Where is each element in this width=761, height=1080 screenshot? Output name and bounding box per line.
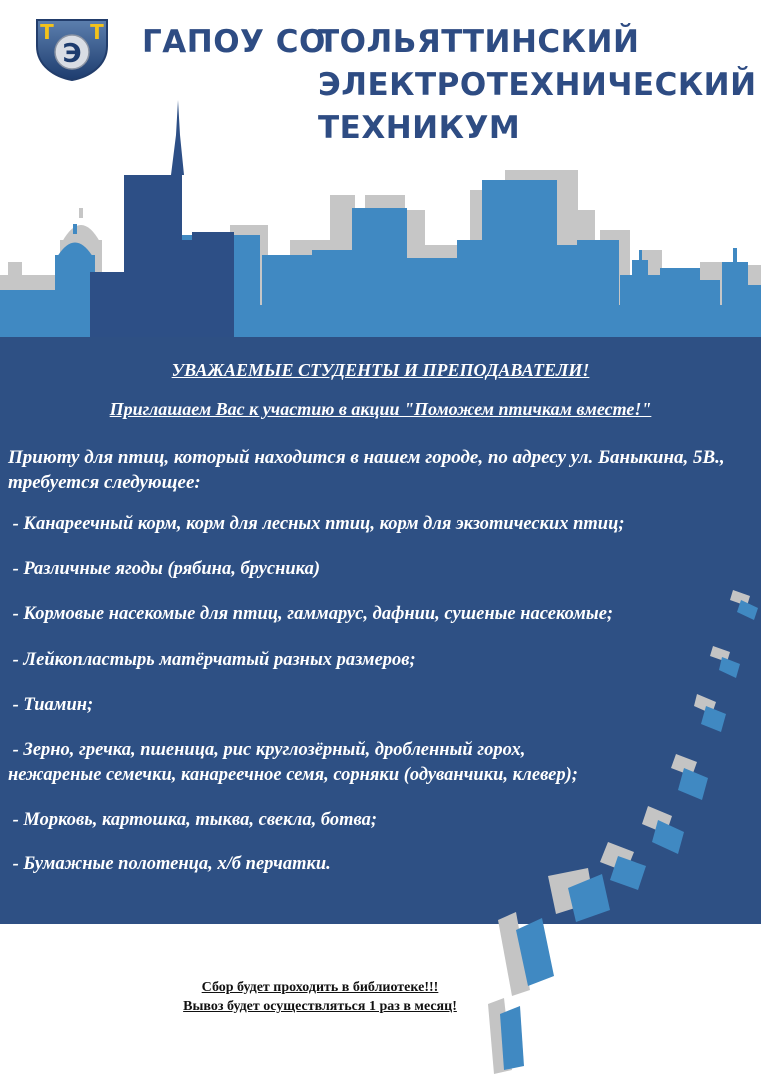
org-type: ГАПОУ СО [142,24,326,60]
svg-text:Т: Т [40,20,54,44]
needs-item-grain-continued: нежареные семечки, канареечное семя, сорняки (одуванчики, клевер); [8,765,578,785]
college-name-line-1: ТОЛЬЯТТИНСКИЙ [318,24,640,60]
needs-item-feed: - Канареечный корм, корм для лесных птиц, корм для экзотических птиц; [8,514,625,534]
college-name-line-3: ТЕХНИКУМ [318,110,521,146]
college-name-line-2: ЭЛЕКТРОТЕХНИЧЕСКИЙ [318,67,757,103]
needs-item-towels: - Бумажные полотенца, х/б перчатки. [8,854,331,874]
needs-item-insects: - Кормовые насекомые для птиц, гаммарус, дафнии, сушеные насекомые; [8,604,614,624]
notice-heading: УВАЖАЕМЫЕ СТУДЕНТЫ И ПРЕПОДАВАТЕЛИ! [171,360,590,380]
campaign-invitation: Приглашаем Вас к участию в акции "Поможем птичкам вместе!" [109,399,652,419]
needs-item-grain: - Зерно, гречка, пшеница, рис круглозёрный, дробленный горох, [8,740,526,760]
needs-item-vegetables: - Морковь, картошка, тыква, свекла, ботва; [8,810,378,830]
svg-text:Т: Т [90,20,104,44]
pickup-frequency-note: Вывоз будет осуществляться 1 раз в месяц! [183,999,457,1014]
needs-item-plaster: - Лейкопластырь матёрчатый разных размеров; [8,650,416,670]
needs-item-berries: - Различные ягоды (рябина, брусника) [8,559,320,579]
needs-item-thiamine: - Тиамин; [8,695,94,715]
collection-location-note: Сбор будет проходить в библиотеке!!! [201,980,439,995]
svg-text:Э: Э [62,39,82,69]
shelter-intro: Приюту для птиц, который находится в нашем городе, по адресу ул. Баныкина, 5В., требуется следующее: [8,447,725,493]
